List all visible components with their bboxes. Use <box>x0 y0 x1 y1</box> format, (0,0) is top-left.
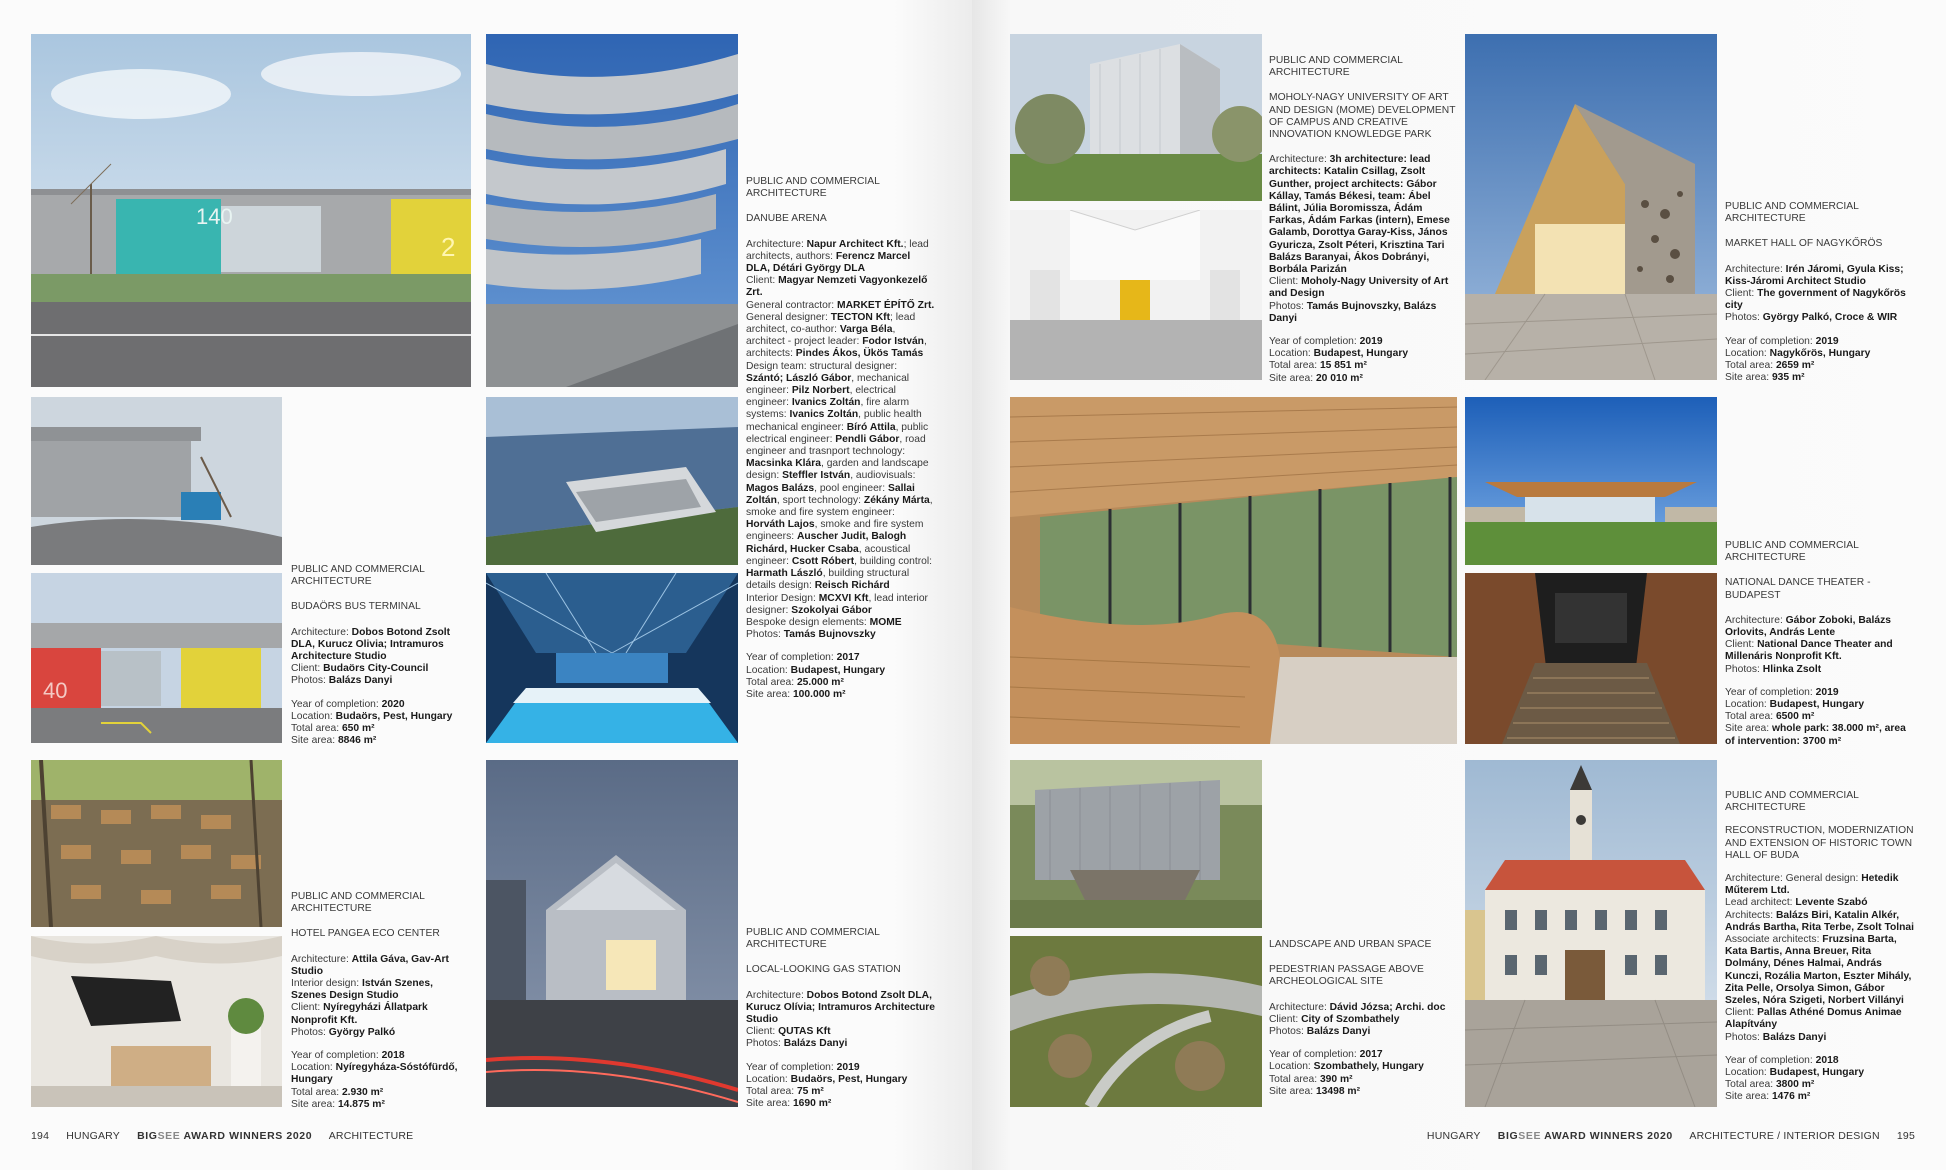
entry-architecture: Architecture: Attila Gáva, Gav-Art Studio <box>291 953 449 977</box>
entry-architecture: Architecture: Dávid Józsa; Archi. doc <box>1269 1001 1446 1013</box>
entry-site-area: Site area: 20 010 m² <box>1269 372 1363 384</box>
entry-market-hall-nagykoros <box>1725 201 1915 384</box>
entry-year: Year of completion: 2018 <box>291 1050 405 1062</box>
entry-location: Location: Budapest, Hungary <box>1725 699 1865 711</box>
right-page <box>972 0 1946 1170</box>
photo-national-dance-theater-foyer <box>1010 397 1457 744</box>
bus-number-140: 140 <box>196 204 233 229</box>
entry-total-area: Total area: 3800 m² <box>1725 1079 1815 1091</box>
photo-danube-arena-pool <box>486 573 738 743</box>
footer-section: ARCHITECTURE <box>328 1130 414 1142</box>
footer-country: HUNGARY <box>1426 1130 1481 1142</box>
entry-general-design: Architecture: General design: Hetedik Műterem Ltd. <box>1725 873 1899 897</box>
entry-photos: Photos: György Palkó <box>291 1026 396 1038</box>
photo-gas-station <box>486 760 738 1107</box>
entry-location: Location: Budapest, Hungary <box>1725 1067 1865 1079</box>
entry-interior: Interior Design: MCXVI Kft, lead interior designer: Szokolyai Gábor <box>746 592 928 616</box>
entry-photos: Photos: Hlinka Zsolt <box>1725 663 1822 675</box>
entry-designer: General designer: TECTON Kft; lead architect, co-author: Varga Béla, architect - project leader: Fodor István, architects: Pindes Ákos, Ükös Tamás <box>746 311 927 360</box>
footer-brand: BIGSEE AWARD WINNERS 2020 <box>137 1130 313 1142</box>
entry-architecture: Architecture: Dobos Botond Zsolt DLA, Kurucz Olivia; Intramuros Architecture Studio <box>291 626 451 663</box>
entry-mome <box>1269 55 1459 385</box>
entry-town-hall-buda <box>1725 790 1915 1104</box>
entry-photos: Photos: Tamás Bujnovszky, Balázs Danyi <box>1269 300 1437 324</box>
entry-year: Year of completion: 2019 <box>1725 686 1839 698</box>
entry-total-area: Total area: 75 m² <box>746 1086 824 1098</box>
footer-brand: BIGSEE AWARD WINNERS 2020 <box>1497 1130 1673 1142</box>
bus-number-40: 40 <box>43 678 68 703</box>
photo-mome-interior <box>1010 210 1262 380</box>
page-number: 194 <box>31 1130 50 1142</box>
entry-title: LOCAL-LOOKING GAS STATION <box>746 964 901 976</box>
entry-title: BUDAÖRS BUS TERMINAL <box>291 601 421 613</box>
page-footer-left <box>31 1130 427 1142</box>
entry-year: Year of completion: 2019 <box>1725 335 1839 347</box>
entry-national-dance-theater <box>1725 540 1915 748</box>
photo-danube-arena-aerial <box>486 397 738 565</box>
photo-town-hall-buda <box>1465 760 1717 1107</box>
entry-total-area: Total area: 390 m² <box>1269 1073 1353 1085</box>
entry-site-area: Site area: 14.875 m² <box>291 1098 385 1110</box>
entry-contractor: General contractor: MARKET ÉPÍTŐ Zrt. <box>746 299 935 311</box>
entry-location: Location: Budaörs, Pest, Hungary <box>291 710 453 722</box>
entry-client: Client: Nyíregyházi Állatpark Nonprofit Kft. <box>291 1002 428 1026</box>
photo-mome-exterior <box>1010 34 1262 201</box>
entry-interior: Interior design: István Szenes, Szenes Design Studio <box>291 978 433 1002</box>
entry-title: NATIONAL DANCE THEATER - BUDAPEST <box>1725 577 1871 601</box>
entry-credits: Architecture: Napur Architect Kft.; lead architects, authors: Ferencz Marcel DLA, Détári György DLA <box>746 238 929 275</box>
entry-client: Client: The government of Nagykőrös city <box>1725 288 1906 312</box>
entry-total-area: Total area: 650 m² <box>291 723 375 735</box>
entry-category: PUBLIC AND COMMERCIAL ARCHITECTURE <box>746 176 880 200</box>
entry-category: PUBLIC AND COMMERCIAL ARCHITECTURE <box>291 891 425 915</box>
entry-architecture: Architecture: Gábor Zoboki, Balázs Orlovits, András Lente <box>1725 614 1891 639</box>
photo-pedestrian-passage-2 <box>1010 936 1262 1107</box>
entry-total-area: Total area: 6500 m² <box>1725 711 1815 723</box>
footer-country: HUNGARY <box>66 1130 120 1142</box>
entry-title: MARKET HALL OF NAGYKŐRÖS <box>1725 238 1883 250</box>
photo-national-dance-theater-auditorium <box>1465 573 1717 744</box>
entry-bespoke: Bespoke design elements: MOME <box>746 616 902 628</box>
entry-title: DANUBE ARENA <box>746 213 827 225</box>
entry-architects: Architects: Balázs Biri, Katalin Alkér, András Bartha, Rita Terbe, Zsolt Tolnai <box>1725 909 1914 933</box>
entry-category: LANDSCAPE AND URBAN SPACE <box>1269 939 1432 950</box>
entry-year: Year of completion: 2019 <box>1269 336 1383 348</box>
photo-national-dance-theater-exterior <box>1465 397 1717 565</box>
photo-danube-arena-main <box>486 34 738 387</box>
page-footer-right <box>1427 1130 1915 1142</box>
entry-title: PEDESTRIAN PASSAGE ABOVE ARCHEOLOGICAL SITE <box>1269 964 1424 988</box>
entry-photos: Photos: Balázs Danyi <box>291 675 393 687</box>
photo-budaors-bus-terminal-2 <box>31 397 282 565</box>
footer-section: ARCHITECTURE / INTERIOR DESIGN <box>1689 1130 1880 1142</box>
photo-budaors-bus-terminal-3 <box>31 573 282 743</box>
entry-category: PUBLIC AND COMMERCIAL ARCHITECTURE <box>1725 540 1859 564</box>
entry-year: Year of completion: 2019 <box>746 1061 860 1073</box>
entry-location: Location: Nagykőrös, Hungary <box>1725 347 1871 359</box>
entry-design-team: Design team: structural designer: Szántó; László Gábor, mechanical engineer: Pilz Norbert, electrical engineer: Ivanics Zoltán, fire alarm systems: Ivanics Zoltán, public health mechanical engineer: Bíró Attila, public electrical engineer: Pendli Gábor, road engineer and trasnport technology: Macsinka Klára, garden and landscape design: Steffler István, audiovisuals: Magos Balázs, pool engineer: Sallai Zoltán, sport technology: Zékány Márta, smoke and fire system engineer: Horváth Lajos, smoke and fire system engineers: Auscher Judit, Balogh Richárd, Hucker Csaba, acoustical engineer: Csott Róbert, building control: Harmath László, building structural details design: Reisch Richárd <box>746 360 933 592</box>
entry-client: Client: City of Szombathely <box>1269 1013 1400 1025</box>
entry-site-area: Site area: 1476 m² <box>1725 1091 1811 1103</box>
bus-number-2: 2 <box>441 232 456 262</box>
entry-architecture: Architecture: Irén Járomi, Gyula Kiss; Kiss-Járomi Architect Studio <box>1725 263 1904 287</box>
entry-pedestrian-passage <box>1269 939 1459 1098</box>
entry-danube-arena <box>746 176 936 701</box>
entry-year: Year of completion: 2018 <box>1725 1054 1839 1066</box>
entry-category: PUBLIC AND COMMERCIAL ARCHITECTURE <box>746 927 880 951</box>
entry-lead-architect: Lead architect: Levente Szabó <box>1725 897 1868 909</box>
entry-hotel-pangea <box>291 891 471 1111</box>
entry-photos: Photos: Balázs Danyi <box>746 1038 848 1050</box>
entry-photos: Photos: Balázs Danyi <box>1269 1026 1371 1038</box>
entry-category: PUBLIC AND COMMERCIAL ARCHITECTURE <box>1269 55 1403 79</box>
page-number: 195 <box>1896 1130 1915 1142</box>
entry-photos: Photos: György Palkó, Croce & WIR <box>1725 312 1898 324</box>
entry-photos: Photos: Balázs Danyi <box>1725 1031 1827 1043</box>
entry-year: Year of completion: 2017 <box>746 652 860 664</box>
entry-category: PUBLIC AND COMMERCIAL ARCHITECTURE <box>1725 790 1859 814</box>
photo-market-hall-nagykoros <box>1465 34 1717 380</box>
entry-title: RECONSTRUCTION, MODERNIZATION AND EXTENSION OF HISTORIC TOWN HALL OF BUDA <box>1725 825 1914 861</box>
entry-location: Location: Budapest, Hungary <box>1269 348 1409 360</box>
entry-total-area: Total area: 2.930 m² <box>291 1086 384 1098</box>
entry-location: Location: Budaörs, Pest, Hungary <box>746 1073 908 1085</box>
entry-location: Location: Budapest, Hungary <box>746 664 886 676</box>
photo-pedestrian-passage-1 <box>1010 760 1262 928</box>
entry-category: PUBLIC AND COMMERCIAL ARCHITECTURE <box>291 564 425 588</box>
entry-year: Year of completion: 2017 <box>1269 1049 1383 1061</box>
entry-location: Location: Szombathely, Hungary <box>1269 1061 1424 1073</box>
entry-budaors-bus-terminal <box>291 564 471 747</box>
photo-hotel-pangea-interior <box>31 936 282 1107</box>
entry-total-area: Total area: 25.000 m² <box>746 676 844 688</box>
entry-gas-station <box>746 927 936 1110</box>
entry-associate-architects: Associate architects: Fruzsina Barta, Kata Bartis, Anna Breuer, Rita Dolmány, Dénes Halmai, András Kunczi, Rozália Marton, Eszter Mihály, Zita Pelle, Orsolya Simon, Gábor Szeles, Nóra Szigeti, Norbert Villányi <box>1725 934 1912 1007</box>
entry-title: HOTEL PANGEA ECO CENTER <box>291 928 440 940</box>
left-page <box>0 0 972 1170</box>
entry-site-area: Site area: 1690 m² <box>746 1098 832 1110</box>
entry-architecture: Architecture: Dobos Botond Zsolt DLA, Kurucz Olívia; Intramuros Architecture Studio <box>746 989 936 1026</box>
entry-client: Client: Moholy-Nagy University of Art and Design <box>1269 276 1449 300</box>
entry-architecture: Architecture: 3h architecture: lead architects: Katalin Csillag, Zsolt Gunther, project architects: Gábor Kállay, Tamás Békesi, team: Ábel Bálint, Júlia Boromissza, Ádám Farkas, Ádám Farkas (intern), Emese Galamb, Dorottya Garay-Kiss, János Gyuricza, Zsolt Péteri, Krisztina Tari Balázs Baranyai, Ákos Dobrányi, Borbála Parizán <box>1269 154 1450 276</box>
photo-hotel-pangea-exterior <box>31 760 282 927</box>
entry-site-area: Site area: 100.000 m² <box>746 688 846 700</box>
entry-total-area: Total area: 15 851 m² <box>1269 360 1367 372</box>
entry-total-area: Total area: 2659 m² <box>1725 360 1815 372</box>
entry-title: MOHOLY-NAGY UNIVERSITY OF ART AND DESIGN (MOME) DEVELOPMENT OF CAMPUS AND CREATIVE INNOVATION KNOWLEDGE PARK <box>1269 92 1456 141</box>
entry-year: Year of completion: 2020 <box>291 698 405 710</box>
photo-budaors-bus-terminal-main <box>31 34 471 387</box>
entry-photos: Photos: Tamás Bujnovszky <box>746 629 876 641</box>
entry-location: Location: Nyíregyháza-Sóstófürdő, Hungary <box>291 1062 458 1086</box>
entry-category: PUBLIC AND COMMERCIAL ARCHITECTURE <box>1725 201 1859 225</box>
entry-client: Client: QUTAS Kft <box>746 1026 831 1038</box>
entry-client: Client: Pallas Athéné Domus Animae Alapítvány <box>1725 1007 1902 1031</box>
entry-site-area: Site area: 8846 m² <box>291 735 377 747</box>
entry-client: Client: Budaörs City-Council <box>291 663 429 675</box>
entry-site-area: Site area: 13498 m² <box>1269 1085 1361 1097</box>
entry-client: Client: Magyar Nemzeti Vagyonkezelő Zrt. <box>746 275 928 299</box>
entry-client: Client: National Dance Theater and Millenáris Nonprofit Kft. <box>1725 639 1893 663</box>
entry-site-area: Site area: 935 m² <box>1725 372 1805 384</box>
entry-site-area: Site area: whole park: 38.000 m², area of intervention: 3700 m² <box>1725 723 1906 747</box>
